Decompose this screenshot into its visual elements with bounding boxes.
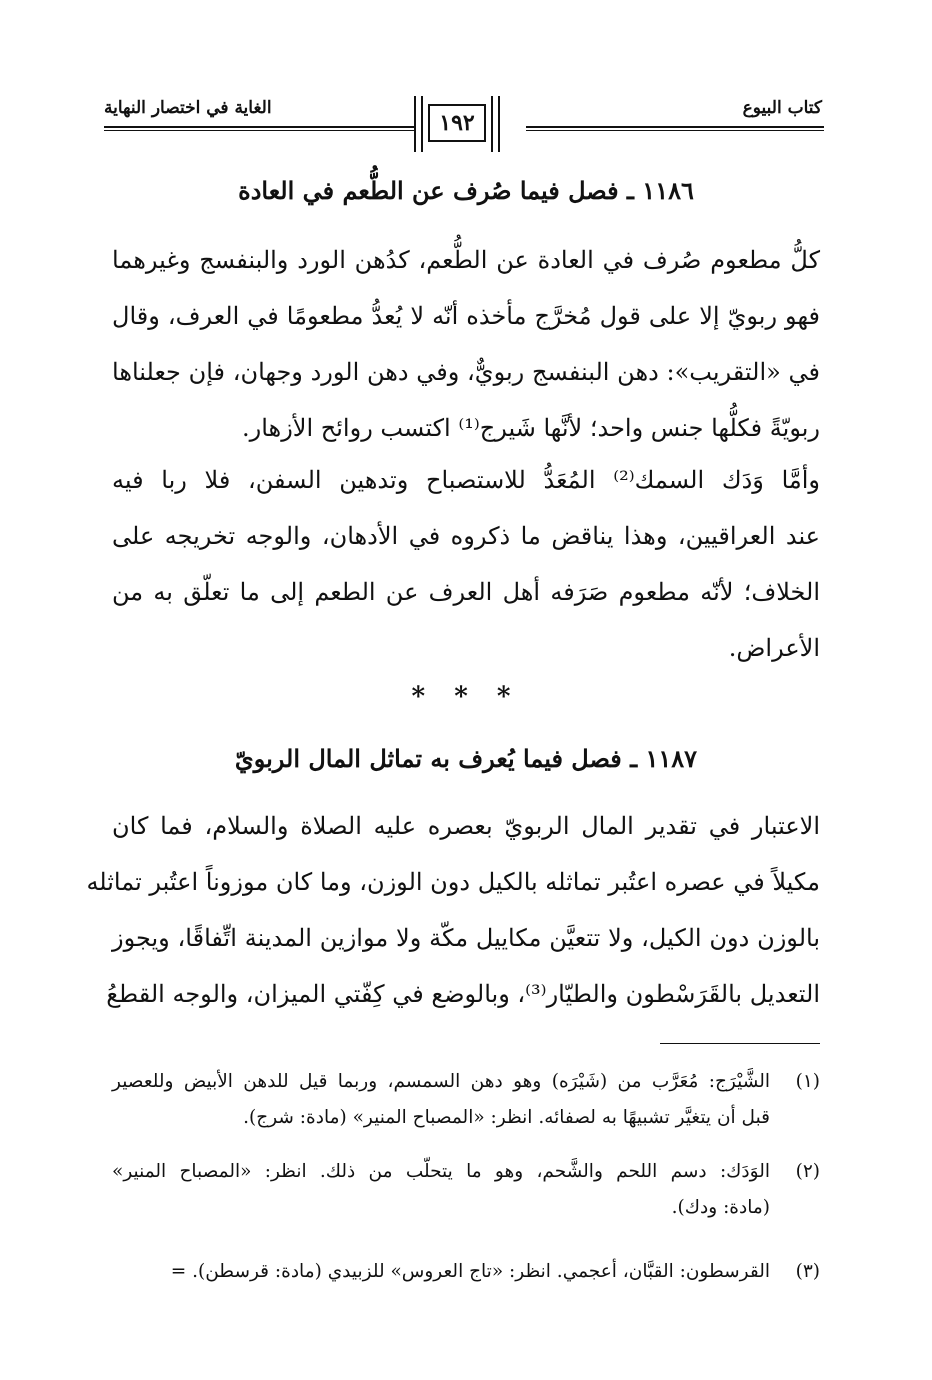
footnote-rule	[660, 1043, 820, 1044]
header-book-title: كتاب البيوع	[742, 98, 822, 118]
paragraph-line: في «التقريب»: دهن البنفسج ربويٌّ، وفي دهن الورد وجهان، فإن جعلناها	[112, 358, 820, 386]
footnote-2	[112, 1154, 820, 1226]
footnote-3	[112, 1254, 820, 1290]
header-rule-right	[526, 126, 824, 128]
footnote-line: الشَّيْرَج: مُعَرَّب من (شَيْرَه) وهو دهن السمسم، وربما قيل للدهن الأبيض وللعصير	[112, 1071, 770, 1092]
paragraph-line: التعديل بالقَرَسْطون والطيّار⁽³⁾، وبالوضع في كِفّتي الميزان، والوجه القطعُ	[106, 980, 820, 1008]
paragraph-line: الاعتبار في تقدير المال الربويّ بعصره عليه الصلاة والسلام، فما كان	[112, 812, 820, 840]
header-rule-left	[104, 126, 414, 128]
paragraph-line: عند العراقيين، وهذا يناقض ما ذكروه في الأدهان، والوجه تخريجه على	[112, 522, 820, 550]
paragraph-3	[86, 798, 820, 1022]
footnote-number: (١)	[795, 1071, 820, 1092]
paragraph-1	[112, 232, 820, 456]
paragraph-line: ربويّةً فكلُّها جنس واحد؛ لأنَّها شَيرج⁽¹⁾ اكتسب روائح الأزهار.	[242, 414, 820, 442]
footnote-number: (٢)	[795, 1161, 820, 1182]
header-rule-left-thin	[104, 130, 414, 131]
paragraph-line: فهو ربويّ إلا على قول مُخرَّج مأخذه أنّه لا يُعدُّ مطعومًا في العرف، وقال	[112, 302, 820, 330]
section-separator: * * *	[411, 682, 521, 712]
footnote-line: (مادة: ودك).	[671, 1197, 770, 1218]
section-heading-1186: ١١٨٦ ـ فصل فيما صُرف عن الطُّعم في العادة	[238, 176, 694, 205]
footnote-number: (٣)	[795, 1261, 820, 1282]
paragraph-line: بالوزن دون الكيل، ولا تتعيَّن مكاييل مكّة ولا موازين المدينة اتِّفاقًا، ويجوز	[112, 924, 820, 952]
frame-bar-left	[414, 96, 423, 152]
frame-bar-right	[491, 96, 500, 152]
page-number-frame	[414, 96, 500, 152]
footnote-line: الوَدَك: دسم اللحم والشَّحم، وهو ما يتحلّب من ذلك. انظر: «المصباح المنير»	[112, 1161, 770, 1182]
paragraph-2	[112, 452, 820, 676]
paragraph-line: كلُّ مطعوم صُرف في العادة عن الطُّعم، كدُهن الورد والبنفسج وغيرهما	[112, 246, 820, 274]
section-heading-1187: ١١٨٧ ـ فصل فيما يُعرف به تماثل المال الربويّ	[234, 744, 698, 773]
paragraph-line: مكيلاً في عصره اعتُبر تماثله بالكيل دون الوزن، وما كان موزوناً اعتُبر تماثله	[86, 868, 820, 896]
paragraph-line: الأعراض.	[728, 634, 820, 662]
page-number: ١٩٢	[428, 104, 486, 142]
header-work-title: الغاية في اختصار النهاية	[104, 98, 272, 118]
footnote-1	[112, 1064, 820, 1136]
header-rule-right-thin	[526, 130, 824, 131]
footnote-line: قبل أن يتغيَّر تشبيهًا به لصفائه. انظر: «المصباح المنير» (مادة: شرج).	[243, 1107, 770, 1128]
paragraph-line: وأمَّا وَدَك السمك⁽²⁾ المُعَدُّ للاستصباح وتدهين السفن، فلا ربا فيه	[112, 466, 820, 494]
footnote-line: القرسطون: القبَّان، أعجمي. انظر: «تاج العروس» للزبيدي (مادة: قرسطن). =	[170, 1261, 770, 1282]
paragraph-line: الخلاف؛ لأنّه مطعوم صَرَفه أهل العرف عن الطعم إلى ما تعلّق به من	[112, 578, 820, 606]
